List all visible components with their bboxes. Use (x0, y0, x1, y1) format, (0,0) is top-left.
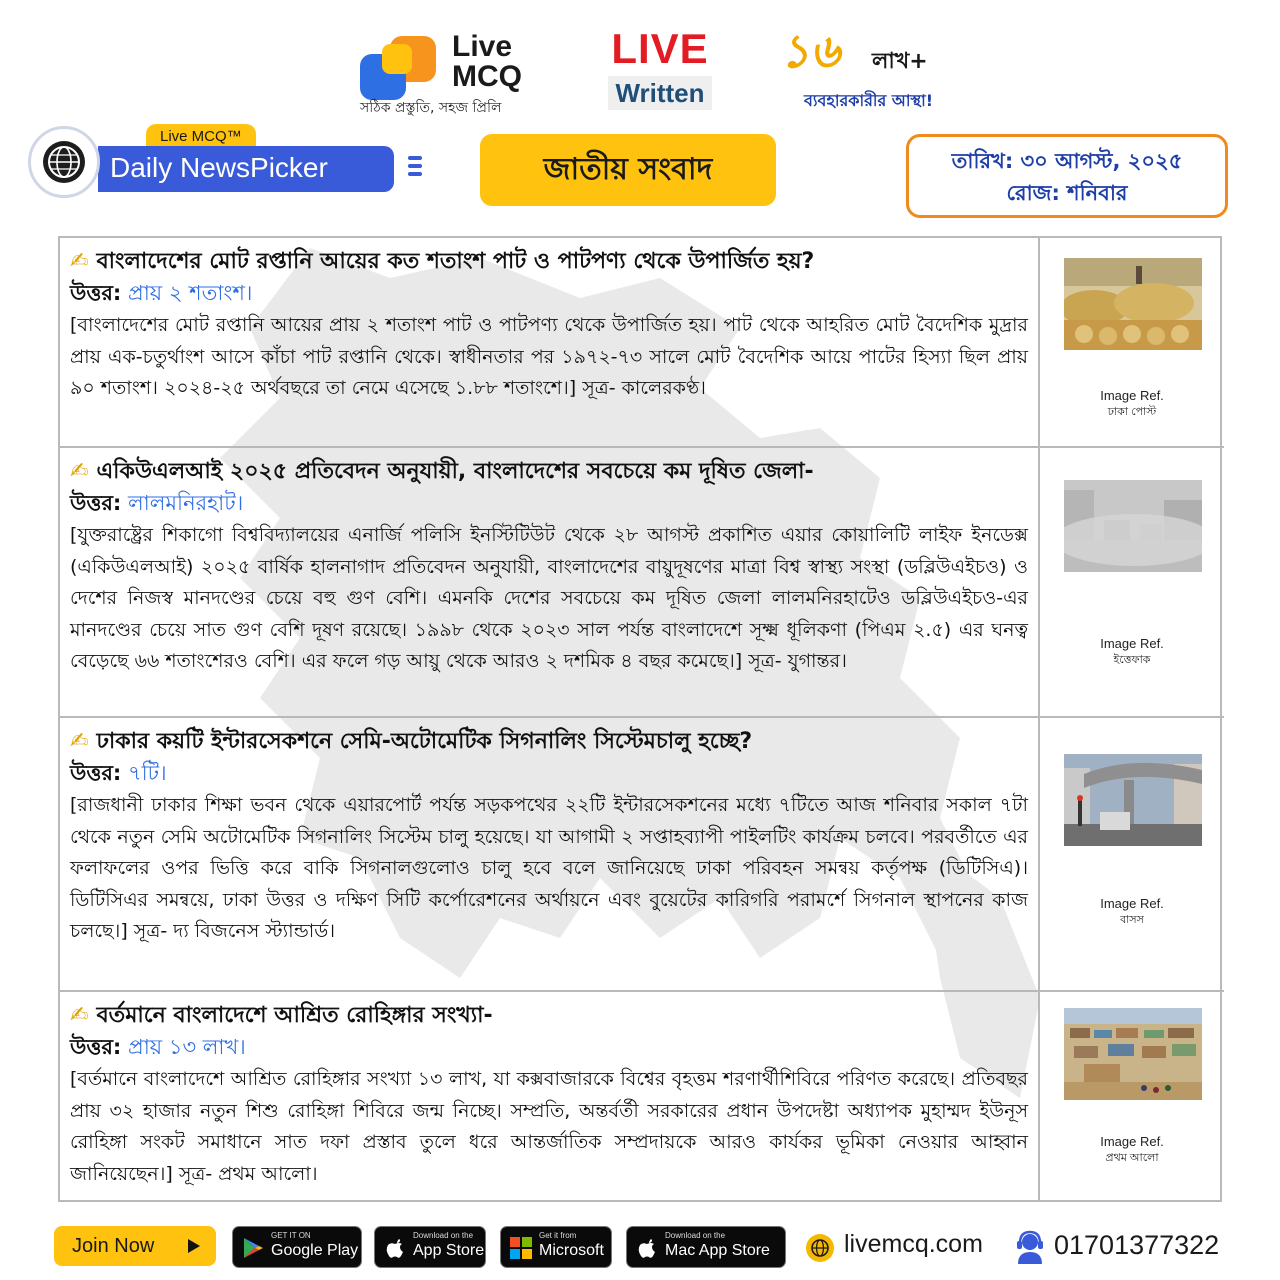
apple-icon (383, 1236, 407, 1260)
writing-hand-icon: ✍ (70, 249, 89, 274)
users-caption: ব্যবহারকারীর আস্থা! (804, 91, 934, 110)
image-ref: Image Ref. ঢাকা পোস্ট (1100, 388, 1164, 418)
news-item (60, 448, 1224, 718)
daily-newspicker-badge (28, 124, 400, 198)
question: ✍ বর্তমানে বাংলাদেশে আশ্রিত রোহিঙ্গার সংখ্যা- (70, 1003, 493, 1028)
google-play-button[interactable]: GET IT ON Google Play (232, 1226, 362, 1268)
written-label: Written (608, 76, 712, 110)
google-play-icon (241, 1236, 265, 1260)
mac-app-store-button[interactable]: Download on the Mac App Store (626, 1226, 786, 1268)
users-count: ১৬ (780, 24, 840, 78)
category-title: জাতীয় সংবাদ (480, 134, 776, 206)
footer: Join Now GET IT ON Google Play Download on the App Store Get it from Microsoft Download on the Mac App Store livemcq.com 01701377322 (0, 1222, 1280, 1272)
jute-photo (1064, 258, 1202, 350)
answer: উত্তর: প্রায় ১৩ লাখ। (70, 1035, 246, 1059)
details: [বর্তমানে বাংলাদেশে আশ্রিত রোহিঙ্গার সংখ্যা ১৩ লাখ, যা কক্সবাজারকে বিশ্বের বৃহত্তম শরণার্থীশিবিরে পরিণত করেছে। প্রতিবছর প্রায় ৩২ হাজার নতুন শিশু রোহিঙ্গা শিবিরে জন্ম নিচ্ছে। সম্প্রতি, অন্তর্বর্তী সরকারের প্রধান উপদেষ্টা অধ্যাপক মুহাম্মদ ইউনূস রোহিঙ্গা সংকট সমাধানে সাত দফা প্রস্তাব তুলে ধরে আন্তর্জাতিক সম্প্রদায়কে আরও কার্যকর ভূমিকা নেওয়ার আহ্বান জানিয়েছেন।] সূত্র- প্রথম আলো। (70, 1068, 1028, 1185)
rohingya-camp-photo (1064, 1008, 1202, 1100)
brand-tagline: সঠিক প্রস্তুতি, সহজ প্রিলি (360, 100, 502, 116)
newspicker-title: Daily NewsPicker (110, 152, 328, 183)
question: ✍ বাংলাদেশের মোট রপ্তানি আয়ের কত শতাংশ পাট ও পাটপণ্য থেকে উপার্জিত হয়? (70, 249, 815, 274)
live-label: LIVE (611, 25, 709, 72)
traffic-signal-photo (1064, 754, 1202, 846)
support-agent-icon (1014, 1230, 1046, 1264)
brand-name: Live MCQ (452, 30, 522, 93)
globe-icon (806, 1234, 834, 1262)
answer: উত্তর: ৭টি। (70, 761, 167, 785)
apple-icon (635, 1236, 659, 1260)
writing-hand-icon: ✍ (70, 1003, 89, 1028)
details: [রাজধানী ঢাকার শিক্ষা ভবন থেকে এয়ারপোর্ট পর্যন্ত সড়কপথের ২২টি ইন্টারসেকশনের মধ্যে ৭টিতে আজ শনিবার সকাল ৭টা থেকে নতুন সেমি অটোমেটিক সিগনালিং সিস্টেম চালু হয়েছে। যা আগামী ২ সপ্তাহব্যাপী পাইলটিং কার্যক্রম চলবে। পরবর্তীতে এর ফলাফলের ওপর ভিত্তি করে বাকি সিগনালগুলোও চালু হবে বলে জানিয়েছে ঢাকা পরিবহন সমন্বয় কর্তৃপক্ষ (ডিটিসিএ)। ডিটিসিএর সমন্বয়ে, ঢাকা উত্তর ও দক্ষিণ সিটি কর্পোরেশনের অর্থায়নে এবং বুয়েটের কারিগরি পরামর্শে সিগনাল স্থাপনের কাজ চলছে।] সূত্র- দ্য বিজনেস স্ট্যান্ডার্ড। (70, 794, 1028, 942)
writing-hand-icon: ✍ (70, 459, 89, 484)
newspicker-tab: Live MCQ™ (146, 124, 256, 150)
image-ref: Image Ref. বাসস (1100, 896, 1164, 926)
question: ✍ একিউএলআই ২০২৫ প্রতিবেদন অনুযায়ী, বাংলাদেশের সবচেয়ে কম দূষিত জেলা- (70, 459, 814, 484)
users-unit: লাখ+ (872, 49, 928, 74)
play-arrow-icon (188, 1239, 200, 1253)
join-now-button[interactable]: Join Now (54, 1226, 216, 1266)
news-item (60, 992, 1224, 1202)
image-ref: Image Ref. ইত্তেফাক (1100, 636, 1164, 666)
menu-lines-icon (408, 156, 422, 182)
question: ✍ ঢাকার কয়টি ইন্টারসেকশনে সেমি-অটোমেটিক সিগনালিং সিস্টেমচালু হচ্ছে? (70, 729, 753, 754)
livemcq-logo-icon (360, 36, 440, 102)
day-line: রোজ: শনিবার (1006, 181, 1128, 205)
date-line: তারিখ: ৩০ আগস্ট, ২০২৫ (951, 149, 1183, 173)
globe-icon (28, 126, 100, 198)
header (0, 0, 1280, 230)
news-item (60, 238, 1224, 448)
date-box (906, 134, 1228, 218)
answer: উত্তর: প্রায় ২ শতাংশ। (70, 281, 253, 305)
air-pollution-photo (1064, 480, 1202, 572)
details: [যুক্তরাষ্ট্রের শিকাগো বিশ্ববিদ্যালয়ের এনার্জি পলিসি ইনস্টিটিউট থেকে ২৮ আগস্ট প্রকাশিত এয়ার কোয়ালিটি লাইফ ইনডেক্স (একিউএলআই) ২০২৫ বার্ষিক হালনাগাদ প্রতিবেদন অনুযায়ী, বাংলাদেশের বায়ুদূষণের মাত্রা বিশ্ব স্বাস্থ্য সংস্থা (ডব্লিউএইচও) ও দেশের নিজস্ব মানদণ্ডের চেয়ে বহু গুণ বেশি। এমনকি দেশের সবচেয়ে কম দূষিত জেলা লালমনিরহাটেও ডব্লিউএইচও-এর মানদণ্ডের চেয়ে সাত গুণ বেশি দূষণ রয়েছে। ১৯৯৮ থেকে ২০২৩ সাল পর্যন্ত বাংলাদেশে সূক্ষ্ম ধূলিকণা (পিএম ২.৫) এর ঘনত্ব বেড়েছে ৬৬ শতাংশেরও বেশি। এর ফলে গড় আয়ু থেকে আরও ২ দশমিক ৪ বছর কমেছে।] সূত্র- যুগান্তর। (70, 524, 1028, 672)
users-badge (780, 26, 980, 118)
details: [বাংলাদেশের মোট রপ্তানি আয়ের প্রায় ২ শতাংশ পাট ও পাটপণ্য থেকে উপার্জিত হয়। পাট থেকে আহরিত মোট বৈদেশিক মুদ্রার প্রায় এক-চতুর্থাংশ আসে কাঁচা পাট রপ্তানি থেকে। স্বাধীনতার পর ১৯৭২-৭৩ সালে মোট বৈদেশিক আয়ে পাটের হিস্যা ছিল প্রায় ৯০ শতাংশ। ২০২৪-২৫ অর্থবছরে তা নেমে এসেছে ১.৮৮ শতাংশে।] সূত্র- কালেরকণ্ঠ। (70, 314, 1028, 399)
app-store-button[interactable]: Download on the App Store (374, 1226, 486, 1268)
livemcq-logo[interactable] (360, 30, 560, 120)
live-written-badge (608, 26, 712, 118)
news-item (60, 718, 1224, 992)
image-ref: Image Ref. প্রথম আলো (1100, 1134, 1164, 1164)
news-table (58, 236, 1222, 1202)
microsoft-store-button[interactable]: Get it from Microsoft (500, 1226, 612, 1268)
writing-hand-icon: ✍ (70, 729, 89, 754)
answer: উত্তর: লালমনিরহাট। (70, 491, 244, 515)
microsoft-icon (509, 1236, 533, 1260)
